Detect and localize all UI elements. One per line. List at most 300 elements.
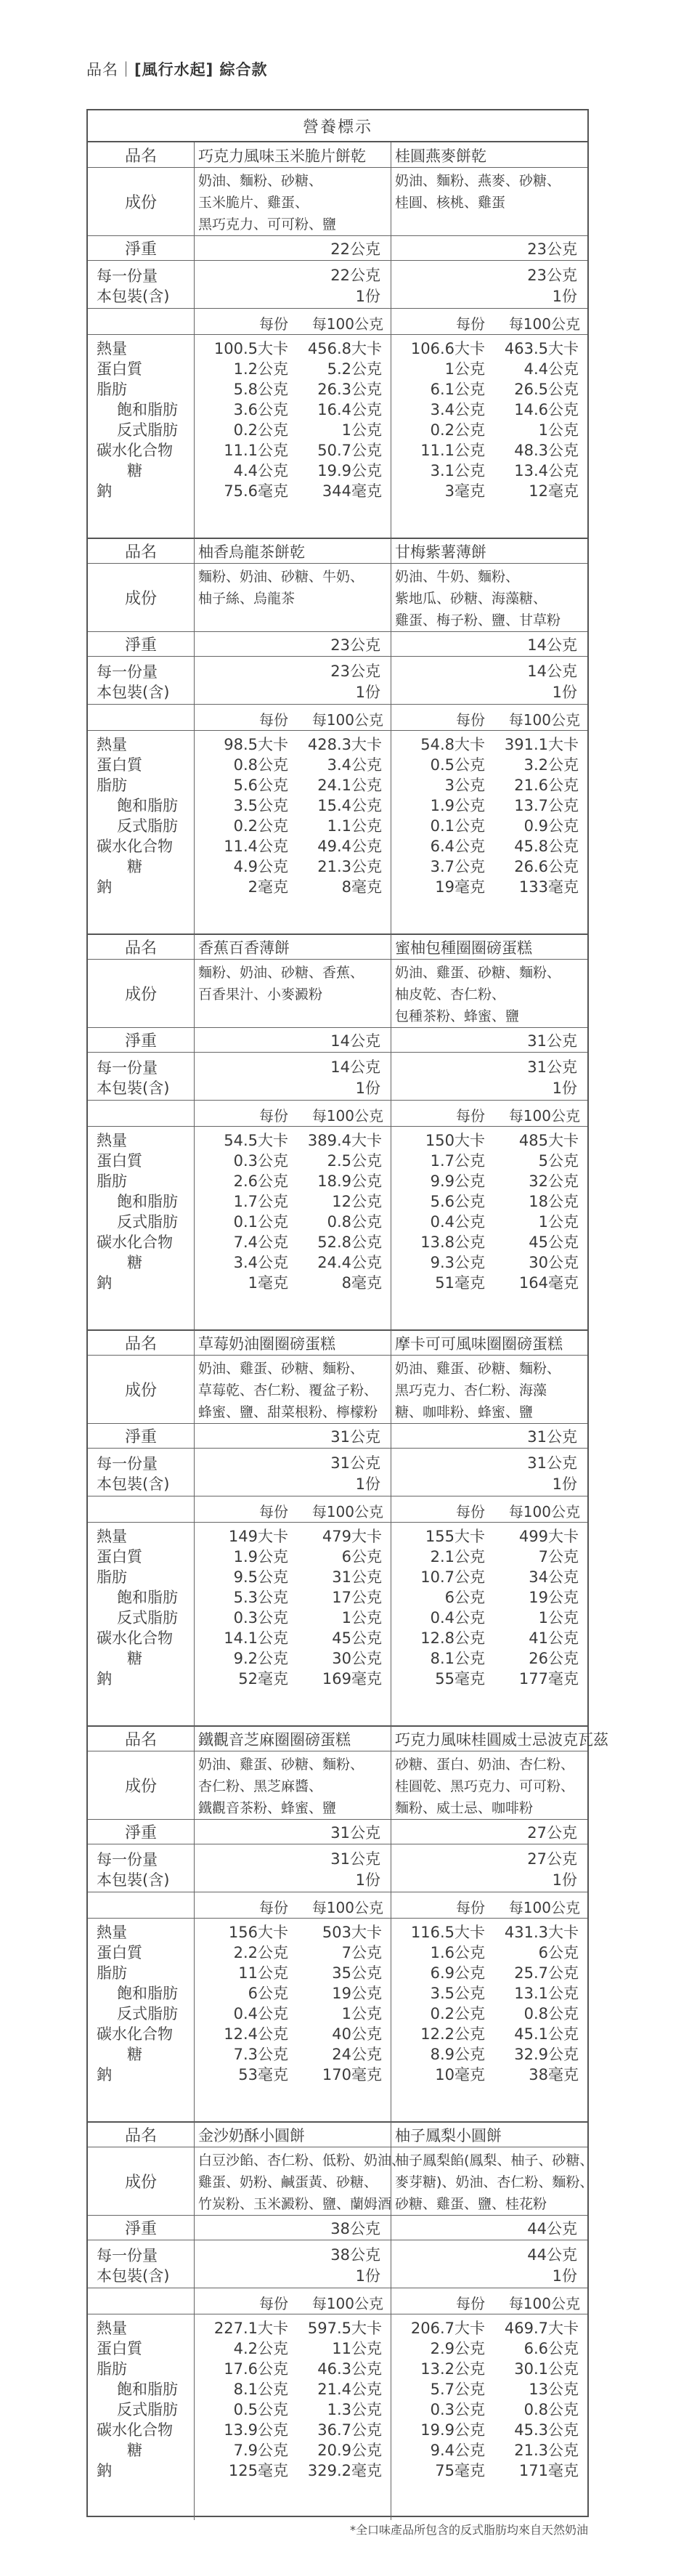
product-ingredients-line: 桂圓乾、黑巧克力、可可粉、	[395, 1778, 575, 1794]
col-header-per-serving: 每份	[259, 1107, 288, 1125]
product-ingredients-line: 奶油、雞蛋、砂糖、麵粉、	[395, 965, 561, 981]
label-product-name: 品名	[124, 2126, 157, 2145]
label-product-name: 品名	[124, 543, 157, 562]
nutrient-value-per-100g: 19.9公克	[317, 462, 382, 479]
row-divider	[88, 308, 587, 309]
label-nutrient: 蛋白質	[97, 756, 142, 774]
nutrient-value-per-serving: 12.4公克	[224, 2025, 288, 2043]
nutrient-value-per-100g: 485大卡	[518, 1132, 579, 1149]
nutrient-value-per-serving: 1公克	[444, 360, 485, 378]
product-serving-size: 14公克	[330, 1058, 380, 1076]
row-divider	[88, 1100, 587, 1101]
row-divider	[88, 334, 587, 335]
product-net-weight: 31公克	[330, 1428, 380, 1446]
label-ingredients: 成份	[124, 2173, 157, 2192]
nutrient-value-per-100g: 7公克	[341, 1944, 382, 1961]
nutrient-value-per-serving: 3.5公克	[233, 797, 288, 814]
nutrient-value-per-serving: 13.2公克	[420, 2360, 485, 2378]
col-header-per-100g: 每100公克	[311, 315, 383, 333]
product-ingredients-line: 杏仁粉、黑芝麻醬、	[198, 1778, 323, 1794]
nutrient-value-per-100g: 431.3大卡	[504, 1924, 579, 1941]
nutrient-value-per-serving: 7.4公克	[233, 1234, 288, 1251]
product-net-weight: 27公克	[527, 1824, 577, 1842]
nutrient-value-per-serving: 2.1公克	[430, 1548, 485, 1566]
row-divider	[88, 1126, 587, 1127]
nutrient-value-per-serving: 9.4公克	[430, 2442, 485, 2459]
label-servings-per-pack: 本包裝(含)	[97, 288, 170, 305]
nutrient-value-per-100g: 52.8公克	[317, 1234, 382, 1251]
label-nutrient: 反式脂肪	[117, 2005, 178, 2022]
label-nutrient: 脂肪	[97, 1568, 127, 1586]
nutrient-value-per-serving: 13.8公克	[420, 1234, 485, 1251]
nutrient-value-per-100g: 1公克	[538, 421, 579, 439]
product-servings-count: 1份	[355, 2267, 380, 2285]
label-nutrient: 反式脂肪	[117, 1213, 178, 1231]
nutrient-value-per-100g: 30公克	[332, 1650, 382, 1667]
product-pair-block	[88, 1726, 608, 2124]
nutrient-value-per-serving: 19.9公克	[420, 2421, 485, 2439]
label-nutrient: 碳水化合物	[97, 1234, 173, 1251]
nutrient-value-per-100g: 17公克	[332, 1589, 382, 1606]
nutrient-value-per-100g: 456.8大卡	[307, 340, 382, 357]
product-net-weight: 38公克	[330, 2220, 380, 2237]
col-header-per-serving: 每份	[456, 2295, 485, 2312]
product-net-weight: 14公克	[527, 636, 577, 654]
product-servings-count: 1份	[355, 684, 380, 701]
col-header-per-100g: 每100公克	[508, 711, 580, 729]
column-divider	[194, 538, 195, 936]
product-name: 摩卡可可風味圈圈磅蛋糕	[395, 1335, 563, 1353]
nutrient-value-per-serving: 3.4公克	[233, 1254, 288, 1271]
row-divider	[88, 704, 587, 705]
nutrient-value-per-serving: 2毫克	[248, 878, 288, 896]
product-pair-block	[88, 142, 587, 540]
col-header-per-serving: 每份	[456, 1107, 485, 1125]
nutrient-value-per-serving: 2.6公克	[233, 1172, 288, 1190]
product-net-weight: 22公克	[330, 240, 380, 258]
product-ingredients-line: 奶油、雞蛋、砂糖、麵粉、	[198, 1757, 364, 1773]
product-ingredients-line: 包種茶粉、蜂蜜、鹽	[395, 1008, 520, 1024]
nutrient-value-per-100g: 26公克	[529, 1650, 579, 1667]
product-ingredients-line: 紫地瓜、砂糖、海藻糖、	[395, 591, 547, 607]
col-header-per-100g: 每100公克	[508, 1899, 580, 1916]
col-header-per-100g: 每100公克	[311, 2295, 383, 2312]
product-ingredients-line: 砂糖、雞蛋、鹽、桂花粉	[395, 2196, 547, 2212]
product-ingredients-line: 黑巧克力、杏仁粉、海藻	[395, 1382, 547, 1398]
label-product-name: 品名	[124, 1730, 157, 1749]
nutrient-value-per-serving: 116.5大卡	[410, 1924, 485, 1941]
product-serving-size: 38公克	[330, 2246, 380, 2264]
product-name: 桂圓燕麥餅乾	[395, 147, 486, 165]
nutrient-value-per-serving: 1.2公克	[233, 360, 288, 378]
nutrient-value-per-100g: 1公克	[341, 421, 382, 439]
label-nutrient: 糖	[127, 1650, 142, 1667]
product-ingredients-line: 白豆沙餡、杏仁粉、低粉、奶油、	[198, 2152, 406, 2168]
row-divider	[88, 1918, 587, 1919]
column-divider	[194, 142, 195, 540]
product-ingredients-line: 雞蛋、梅子粉、鹽、甘草粉	[395, 612, 561, 628]
product-servings-count: 1份	[355, 1871, 380, 1889]
label-net-weight: 淨重	[124, 1427, 157, 1446]
nutrient-value-per-serving: 54.5大卡	[224, 1132, 288, 1149]
nutrient-value-per-100g: 11公克	[332, 2340, 382, 2357]
nutrient-value-per-serving: 52毫克	[238, 1670, 288, 1688]
col-header-per-100g: 每100公克	[311, 1899, 383, 1916]
label-ingredients: 成份	[124, 985, 157, 1004]
label-nutrient: 脂肪	[97, 2360, 127, 2378]
col-header-per-100g: 每100公克	[311, 711, 383, 729]
nutrient-value-per-100g: 5.2公克	[327, 360, 382, 378]
nutrient-value-per-100g: 34公克	[529, 1568, 579, 1586]
label-product-name: 品名	[124, 147, 157, 166]
nutrient-value-per-100g: 18公克	[529, 1193, 579, 1210]
label-nutrient: 飽和脂肪	[117, 797, 178, 814]
product-ingredients-line: 雞蛋、奶粉、鹹蛋黃、砂糖、	[198, 2174, 378, 2190]
col-header-per-serving: 每份	[259, 2295, 288, 2312]
nutrient-value-per-serving: 13.9公克	[224, 2421, 288, 2439]
nutrient-value-per-serving: 5.6公克	[233, 777, 288, 794]
nutrient-value-per-100g: 25.7公克	[514, 1964, 579, 1982]
product-net-weight: 23公克	[330, 636, 380, 654]
nutrient-value-per-serving: 2.9公克	[430, 2340, 485, 2357]
nutrient-value-per-100g: 24公克	[332, 2046, 382, 2063]
col-header-per-100g: 每100公克	[508, 1503, 580, 1520]
nutrient-value-per-serving: 150大卡	[425, 1132, 485, 1149]
row-divider	[88, 1448, 587, 1449]
nutrient-value-per-100g: 389.4大卡	[307, 1132, 382, 1149]
product-pair-block	[88, 934, 587, 1332]
nutrient-value-per-serving: 12.8公克	[420, 1629, 485, 1647]
label-serving-size: 每一份量	[97, 663, 158, 681]
nutrient-value-per-100g: 169毫克	[322, 1670, 382, 1688]
col-header-per-serving: 每份	[456, 1899, 485, 1916]
nutrient-value-per-100g: 6公克	[341, 1548, 382, 1566]
label-net-weight: 淨重	[124, 636, 157, 655]
nutrient-value-per-serving: 0.1公克	[233, 1213, 288, 1231]
nutrient-value-per-serving: 0.4公克	[430, 1609, 485, 1627]
nutrient-value-per-serving: 11.4公克	[224, 838, 288, 855]
product-ingredients-line: 柚子絲、烏龍茶	[198, 591, 295, 607]
nutrient-value-per-serving: 8.1公克	[233, 2381, 288, 2398]
nutrient-value-per-100g: 8毫克	[341, 1274, 382, 1292]
product-name: 鐵觀音芝麻圈圈磅蛋糕	[198, 1731, 351, 1749]
label-nutrient: 飽和脂肪	[117, 1985, 178, 2002]
nutrient-value-per-100g: 0.8公克	[327, 1213, 382, 1231]
label-nutrient: 熱量	[97, 736, 127, 753]
label-nutrient: 糖	[127, 1254, 142, 1271]
nutrient-value-per-serving: 7.9公克	[233, 2442, 288, 2459]
product-series-name: [風行水起] 綜合款	[134, 61, 268, 78]
product-serving-size: 31公克	[330, 1850, 380, 1868]
nutrient-value-per-serving: 3.4公克	[430, 401, 485, 418]
nutrient-value-per-serving: 11.1公克	[420, 442, 485, 459]
product-ingredients-line: 糖、咖啡粉、蜂蜜、鹽	[395, 1404, 534, 1420]
nutrient-value-per-100g: 1公克	[341, 2005, 382, 2022]
label-nutrient: 反式脂肪	[117, 1609, 178, 1627]
nutrient-value-per-serving: 8.1公克	[430, 1650, 485, 1667]
label-nutrient: 鈉	[97, 1274, 112, 1292]
nutrient-value-per-serving: 4.4公克	[233, 462, 288, 479]
nutrient-value-per-100g: 31公克	[332, 1568, 382, 1586]
nutrient-value-per-100g: 3.4公克	[327, 756, 382, 774]
nutrient-value-per-100g: 0.8公克	[523, 2005, 579, 2022]
product-net-weight: 31公克	[527, 1032, 577, 1050]
nutrient-value-per-serving: 11公克	[238, 1964, 288, 1982]
nutrient-value-per-100g: 26.6公克	[514, 858, 579, 875]
nutrient-value-per-100g: 177毫克	[518, 1670, 579, 1688]
row-divider	[88, 260, 587, 261]
nutrient-value-per-serving: 3毫克	[444, 482, 485, 500]
col-header-per-100g: 每100公克	[508, 2295, 580, 2312]
label-servings-per-pack: 本包裝(含)	[97, 1475, 170, 1493]
nutrient-value-per-100g: 463.5大卡	[504, 340, 579, 357]
label-servings-per-pack: 本包裝(含)	[97, 1080, 170, 1097]
product-net-weight: 31公克	[527, 1428, 577, 1446]
label-nutrient: 熱量	[97, 2320, 127, 2337]
label-nutrient: 蛋白質	[97, 1152, 142, 1170]
product-ingredients-line: 百香果汁、小麥澱粉	[198, 987, 323, 1003]
nutrition-table-header: 營養標示	[88, 110, 587, 142]
nutrient-value-per-serving: 1.6公克	[430, 1944, 485, 1961]
product-ingredients-line: 麵粉、奶油、砂糖、香蕉、	[198, 965, 364, 981]
product-serving-size: 44公克	[527, 2246, 577, 2264]
nutrient-value-per-serving: 227.1大卡	[213, 2320, 288, 2337]
nutrient-value-per-100g: 329.2毫克	[307, 2462, 382, 2479]
label-nutrient: 反式脂肪	[117, 817, 178, 835]
column-divider	[194, 934, 195, 1332]
label-nutrient: 糖	[127, 462, 142, 479]
product-ingredients-line: 麵粉、奶油、砂糖、牛奶、	[198, 569, 364, 585]
label-nutrient: 脂肪	[97, 1964, 127, 1982]
nutrient-value-per-100g: 597.5大卡	[307, 2320, 382, 2337]
product-net-weight: 44公克	[527, 2220, 577, 2237]
col-header-per-100g: 每100公克	[508, 1107, 580, 1125]
label-serving-size: 每一份量	[97, 1851, 158, 1868]
label-nutrient: 飽和脂肪	[117, 2381, 178, 2398]
product-ingredients-line: 奶油、麵粉、燕麥、砂糖、	[395, 173, 561, 189]
label-nutrient: 鈉	[97, 2066, 112, 2083]
label-nutrient: 鈉	[97, 2462, 112, 2479]
nutrient-value-per-serving: 5.6公克	[430, 1193, 485, 1210]
product-name: 甘梅紫薯薄餅	[395, 543, 486, 561]
nutrient-value-per-100g: 3.2公克	[523, 756, 579, 774]
nutrient-value-per-100g: 26.3公克	[317, 381, 382, 398]
nutrient-value-per-serving: 3.1公克	[430, 462, 485, 479]
nutrient-value-per-100g: 469.7大卡	[504, 2320, 579, 2337]
nutrient-value-per-100g: 45.8公克	[514, 838, 579, 855]
product-serving-size: 31公克	[330, 1454, 380, 1472]
nutrient-value-per-serving: 54.8大卡	[420, 736, 485, 753]
product-serving-size: 22公克	[330, 267, 380, 284]
nutrient-value-per-serving: 6公克	[248, 1985, 288, 2002]
label-net-weight: 淨重	[124, 1823, 157, 1842]
product-ingredients-line: 竹炭粉、玉米澱粉、鹽、蘭姆酒	[198, 2196, 392, 2212]
label-nutrient: 鈉	[97, 878, 112, 896]
row-divider	[88, 1522, 587, 1523]
nutrient-value-per-serving: 6.9公克	[430, 1964, 485, 1982]
product-serving-size: 31公克	[527, 1058, 577, 1076]
product-net-weight: 14公克	[330, 1032, 380, 1050]
label-nutrient: 蛋白質	[97, 1548, 142, 1566]
nutrient-value-per-100g: 479大卡	[322, 1528, 382, 1545]
label-nutrient: 脂肪	[97, 777, 127, 794]
nutrient-value-per-serving: 0.4公克	[233, 2005, 288, 2022]
product-ingredients-line: 麥芽糖)、奶油、杏仁粉、麵粉、	[395, 2174, 594, 2190]
product-name: 巧克力風味桂圓威士忌波克瓦茲	[395, 1731, 608, 1749]
label-nutrient: 碳水化合物	[97, 1629, 173, 1647]
product-name: 金沙奶酥小圓餅	[198, 2127, 305, 2144]
nutrient-value-per-100g: 41公克	[529, 1629, 579, 1647]
nutrient-value-per-serving: 0.3公克	[233, 1152, 288, 1170]
nutrient-value-per-100g: 46.3公克	[317, 2360, 382, 2378]
label-nutrient: 鈉	[97, 482, 112, 500]
nutrient-value-per-100g: 32.9公克	[514, 2046, 579, 2063]
product-ingredients-line: 鐵觀音茶粉、蜂蜜、鹽	[198, 1800, 337, 1816]
nutrient-value-per-serving: 1.7公克	[430, 1152, 485, 1170]
nutrient-value-per-serving: 0.8公克	[233, 756, 288, 774]
label-serving-size: 每一份量	[97, 1059, 158, 1077]
product-pair-block	[88, 538, 587, 936]
nutrient-value-per-100g: 21.4公克	[317, 2381, 382, 2398]
nutrient-value-per-100g: 0.8公克	[523, 2401, 579, 2418]
nutrient-value-per-100g: 1公克	[538, 1609, 579, 1627]
product-serving-size: 31公克	[527, 1454, 577, 1472]
product-ingredients-line: 奶油、牛奶、麵粉、	[395, 569, 520, 585]
label-net-weight: 淨重	[124, 240, 157, 259]
nutrient-value-per-100g: 391.1大卡	[504, 736, 579, 753]
product-name: 草莓奶油圈圈磅蛋糕	[198, 1335, 335, 1353]
label-nutrient: 反式脂肪	[117, 421, 178, 439]
row-divider	[88, 656, 587, 657]
nutrient-value-per-serving: 0.1公克	[430, 817, 485, 835]
nutrient-value-per-100g: 8毫克	[341, 878, 382, 896]
label-net-weight: 淨重	[124, 1032, 157, 1050]
label-product-name: 品名	[124, 1334, 157, 1353]
nutrient-value-per-serving: 9.3公克	[430, 1254, 485, 1271]
product-ingredients-line: 玉米脆片、雞蛋、	[198, 195, 309, 211]
nutrient-value-per-100g: 35公克	[332, 1964, 382, 1982]
nutrient-value-per-serving: 149大卡	[228, 1528, 288, 1545]
nutrient-value-per-100g: 1公克	[341, 1609, 382, 1627]
nutrient-value-per-100g: 16.4公克	[317, 401, 382, 418]
nutrient-value-per-100g: 20.9公克	[317, 2442, 382, 2459]
col-header-per-serving: 每份	[456, 315, 485, 333]
nutrient-value-per-100g: 499大卡	[518, 1528, 579, 1545]
label-nutrient: 熱量	[97, 1528, 127, 1545]
nutrient-value-per-100g: 13.4公克	[514, 462, 579, 479]
product-ingredients-line: 麵粉、威士忌、咖啡粉	[395, 1800, 534, 1816]
row-divider	[88, 730, 587, 731]
page-title: 品名｜[風行水起] 綜合款	[86, 61, 268, 78]
nutrient-value-per-100g: 13公克	[529, 2381, 579, 2398]
nutrient-value-per-serving: 1.9公克	[430, 797, 485, 814]
label-nutrient: 飽和脂肪	[117, 1589, 178, 1606]
col-header-per-serving: 每份	[259, 315, 288, 333]
nutrient-value-per-100g: 7公克	[538, 1548, 579, 1566]
product-name: 香蕉百香薄餅	[198, 939, 290, 957]
nutrient-value-per-100g: 164毫克	[518, 1274, 579, 1292]
nutrient-value-per-serving: 0.3公克	[233, 1609, 288, 1627]
nutrient-value-per-serving: 9.5公克	[233, 1568, 288, 1586]
nutrient-value-per-serving: 0.2公克	[233, 421, 288, 439]
nutrient-value-per-100g: 503大卡	[322, 1924, 382, 1941]
nutrient-value-per-100g: 14.6公克	[514, 401, 579, 418]
col-header-per-100g: 每100公克	[311, 1107, 383, 1125]
nutrient-value-per-serving: 155大卡	[425, 1528, 485, 1545]
product-servings-count: 1份	[552, 1475, 577, 1493]
product-servings-count: 1份	[355, 1475, 380, 1493]
nutrient-value-per-100g: 45公克	[529, 1234, 579, 1251]
col-header-per-serving: 每份	[456, 1503, 485, 1520]
label-product-name: 品名	[124, 939, 157, 957]
nutrient-value-per-serving: 11.1公克	[224, 442, 288, 459]
label-nutrient: 碳水化合物	[97, 442, 173, 459]
nutrient-value-per-serving: 0.5公克	[430, 756, 485, 774]
product-ingredients-line: 桂圓、核桃、雞蛋	[395, 195, 506, 211]
nutrient-value-per-serving: 0.3公克	[430, 2401, 485, 2418]
nutrient-value-per-serving: 156大卡	[228, 1924, 288, 1941]
label-nutrient: 糖	[127, 858, 142, 875]
col-header-per-serving: 每份	[259, 1503, 288, 1520]
nutrient-value-per-serving: 12.2公克	[420, 2025, 485, 2043]
product-name: 柚子鳳梨小圓餅	[395, 2127, 502, 2144]
col-header-per-serving: 每份	[259, 1899, 288, 1916]
label-servings-per-pack: 本包裝(含)	[97, 684, 170, 701]
nutrient-value-per-100g: 6公克	[538, 1944, 579, 1961]
product-servings-count: 1份	[552, 2267, 577, 2285]
nutrient-value-per-100g: 4.4公克	[523, 360, 579, 378]
nutrient-value-per-100g: 21.3公克	[514, 2442, 579, 2459]
label-nutrient: 碳水化合物	[97, 2421, 173, 2439]
product-ingredients-line: 柚皮乾、杏仁粉、	[395, 987, 506, 1003]
product-ingredients-line: 柚子鳳梨餡(鳳梨、柚子、砂糖、	[395, 2152, 594, 2168]
nutrient-value-per-100g: 13.7公克	[514, 797, 579, 814]
label-nutrient: 碳水化合物	[97, 838, 173, 855]
product-ingredients-line: 奶油、雞蛋、砂糖、麵粉、	[198, 1361, 364, 1377]
product-servings-count: 1份	[355, 1080, 380, 1097]
label-ingredients: 成份	[124, 1777, 157, 1796]
nutrient-value-per-100g: 5公克	[538, 1152, 579, 1170]
nutrient-value-per-100g: 38毫克	[529, 2066, 579, 2083]
label-nutrient: 糖	[127, 2442, 142, 2459]
nutrient-value-per-100g: 30.1公克	[514, 2360, 579, 2378]
product-ingredients-line: 奶油、雞蛋、砂糖、麵粉、	[395, 1361, 561, 1377]
nutrient-value-per-100g: 48.3公克	[514, 442, 579, 459]
nutrient-value-per-100g: 45公克	[332, 1629, 382, 1647]
product-ingredients-line: 黑巧克力、可可粉、鹽	[198, 216, 337, 232]
nutrient-value-per-100g: 13.1公克	[514, 1985, 579, 2002]
nutrient-value-per-serving: 0.2公克	[430, 2005, 485, 2022]
nutrient-value-per-serving: 51毫克	[435, 1274, 485, 1292]
nutrient-value-per-100g: 26.5公克	[514, 381, 579, 398]
product-servings-count: 1份	[552, 288, 577, 305]
label-nutrient: 飽和脂肪	[117, 1193, 178, 1210]
product-pair-block	[88, 2122, 594, 2520]
nutrient-value-per-100g: 2.5公克	[327, 1152, 382, 1170]
label-ingredients: 成份	[124, 193, 157, 212]
nutrient-value-per-100g: 45.1公克	[514, 2025, 579, 2043]
nutrient-value-per-100g: 24.4公克	[317, 1254, 382, 1271]
nutrient-value-per-serving: 14.1公克	[224, 1629, 288, 1647]
col-header-per-100g: 每100公克	[508, 315, 580, 333]
nutrient-value-per-100g: 40公克	[332, 2025, 382, 2043]
product-name: 蜜柚包種圈圈磅蛋糕	[395, 939, 532, 957]
nutrient-value-per-100g: 19公克	[529, 1589, 579, 1606]
label-nutrient: 脂肪	[97, 381, 127, 398]
nutrient-value-per-serving: 6.1公克	[430, 381, 485, 398]
label-ingredients: 成份	[124, 589, 157, 608]
nutrient-value-per-serving: 3.6公克	[233, 401, 288, 418]
